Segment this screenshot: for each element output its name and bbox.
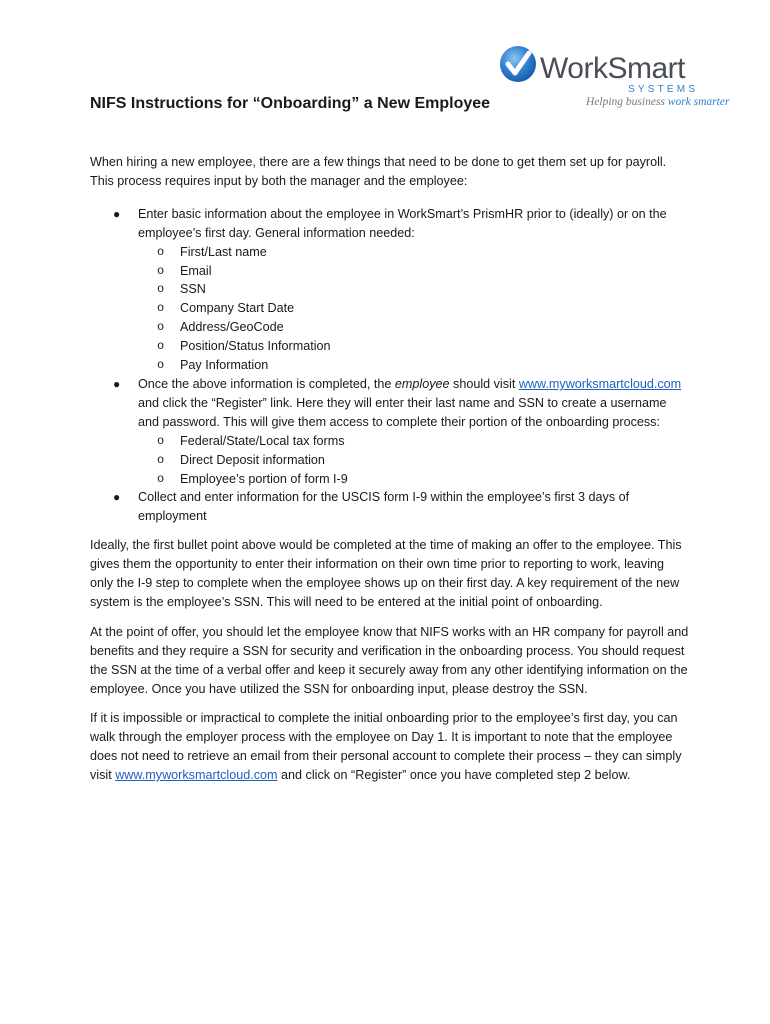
circle-bullet-icon: o <box>157 282 165 297</box>
sub-list-item: o Direct Deposit information <box>138 451 690 470</box>
circle-bullet-icon: o <box>157 263 165 278</box>
circle-bullet-icon: o <box>157 320 165 335</box>
bullet-list <box>90 205 690 526</box>
sub-list-item: o First/Last name <box>138 243 690 262</box>
sub-list-item: o SSN <box>138 280 690 299</box>
sub-list-item: o Position/Status Information <box>138 337 690 356</box>
circle-bullet-icon: o <box>157 358 165 373</box>
list-item <box>90 488 690 526</box>
bullet-icon: ● <box>113 376 121 391</box>
myworksmartcloud-link[interactable]: www.myworksmartcloud.com <box>518 376 682 391</box>
intro-paragraph: When hiring a new employee, there are a few things that need to be done to get them set up for payroll. This process requires input by both the manager and the employee: <box>90 155 667 188</box>
document-body <box>90 153 690 796</box>
circle-bullet-icon: o <box>157 471 165 486</box>
bullet-icon: ● <box>113 490 121 505</box>
page-title: NIFS Instructions for “Onboarding” a New Employee <box>90 95 491 112</box>
list-item: ● Once the above information is completed, the employee should visit www.myworksmartcloud.com and click the “Register” link. Here they will enter their last name and SSN to create a username and password. This will give them access to complete their portion of the onboarding process: o Federal/State/Local tax forms o Direct Deposit information o Employee’s portion of form I-9 <box>90 375 690 488</box>
circle-bullet-icon: o <box>157 433 165 448</box>
circle-bullet-icon: o <box>157 339 165 354</box>
paragraph-point-of-offer: At the point of offer, you should let the employee know that NIFS works with an HR company for payroll and benefits and they require a SSN for security and verification in the onboarding process. You should request the SSN at the time of a verbal offer and keep it securely away from any other identifying information on the employee. Once you have utilized the SSN for onboarding input, please destroy the SSN. <box>90 624 689 696</box>
circle-bullet-icon: o <box>157 244 165 259</box>
paragraph-ideally: Ideally, the first bullet point above would be completed at the time of making an offer to the employee. This gives them the opportunity to enter their information on their own time prior to reporting to work, leaving only the I-9 step to complete when the employee shows up on their first day. A key requirement of the new system is the employee’s SSN. This will need to be entered at the initial point of onboarding. <box>90 538 682 609</box>
bullet-text: Collect and enter information for the USCIS form I-9 within the employee’s first 3 days of employment <box>138 490 630 524</box>
sub-list <box>138 243 690 375</box>
sub-list-item: o Federal/State/Local tax forms <box>138 432 690 451</box>
logo-systems-text: SYSTEMS <box>628 84 699 95</box>
paragraph-day-one: If it is impossible or impractical to complete the initial onboarding prior to the employee’s first day, you can walk through the employer process with the employee on Day 1. It is important to note that the employee does not need to retrieve an email from their personal account to complete their process – they can simply visit www.myworksmartcloud.com and click on “Register” once you have completed step 2 below. <box>90 711 682 783</box>
circle-bullet-icon: o <box>157 301 165 316</box>
circle-bullet-icon: o <box>157 452 165 467</box>
checkmark-logo-icon <box>498 44 538 84</box>
sub-list-item: o Address/GeoCode <box>138 318 690 337</box>
sub-list <box>138 432 690 489</box>
myworksmartcloud-link[interactable]: www.myworksmartcloud.com <box>115 768 278 783</box>
logo-tagline: Helping business work smarter <box>586 96 730 108</box>
logo-wordmark: WorkSmart <box>540 52 685 85</box>
sub-list-item: o Company Start Date <box>138 299 690 318</box>
bullet-icon: ● <box>113 206 121 221</box>
bullet-text: Enter basic information about the employee in WorkSmart’s PrismHR prior to (ideally) or on the employee’s first day. General information needed: <box>138 206 667 240</box>
worksmart-logo <box>498 44 730 114</box>
list-item <box>90 205 690 375</box>
sub-list-item: o Email <box>138 262 690 281</box>
sub-list-item: o Employee’s portion of form I-9 <box>138 470 690 489</box>
sub-list-item: o Pay Information <box>138 356 690 375</box>
